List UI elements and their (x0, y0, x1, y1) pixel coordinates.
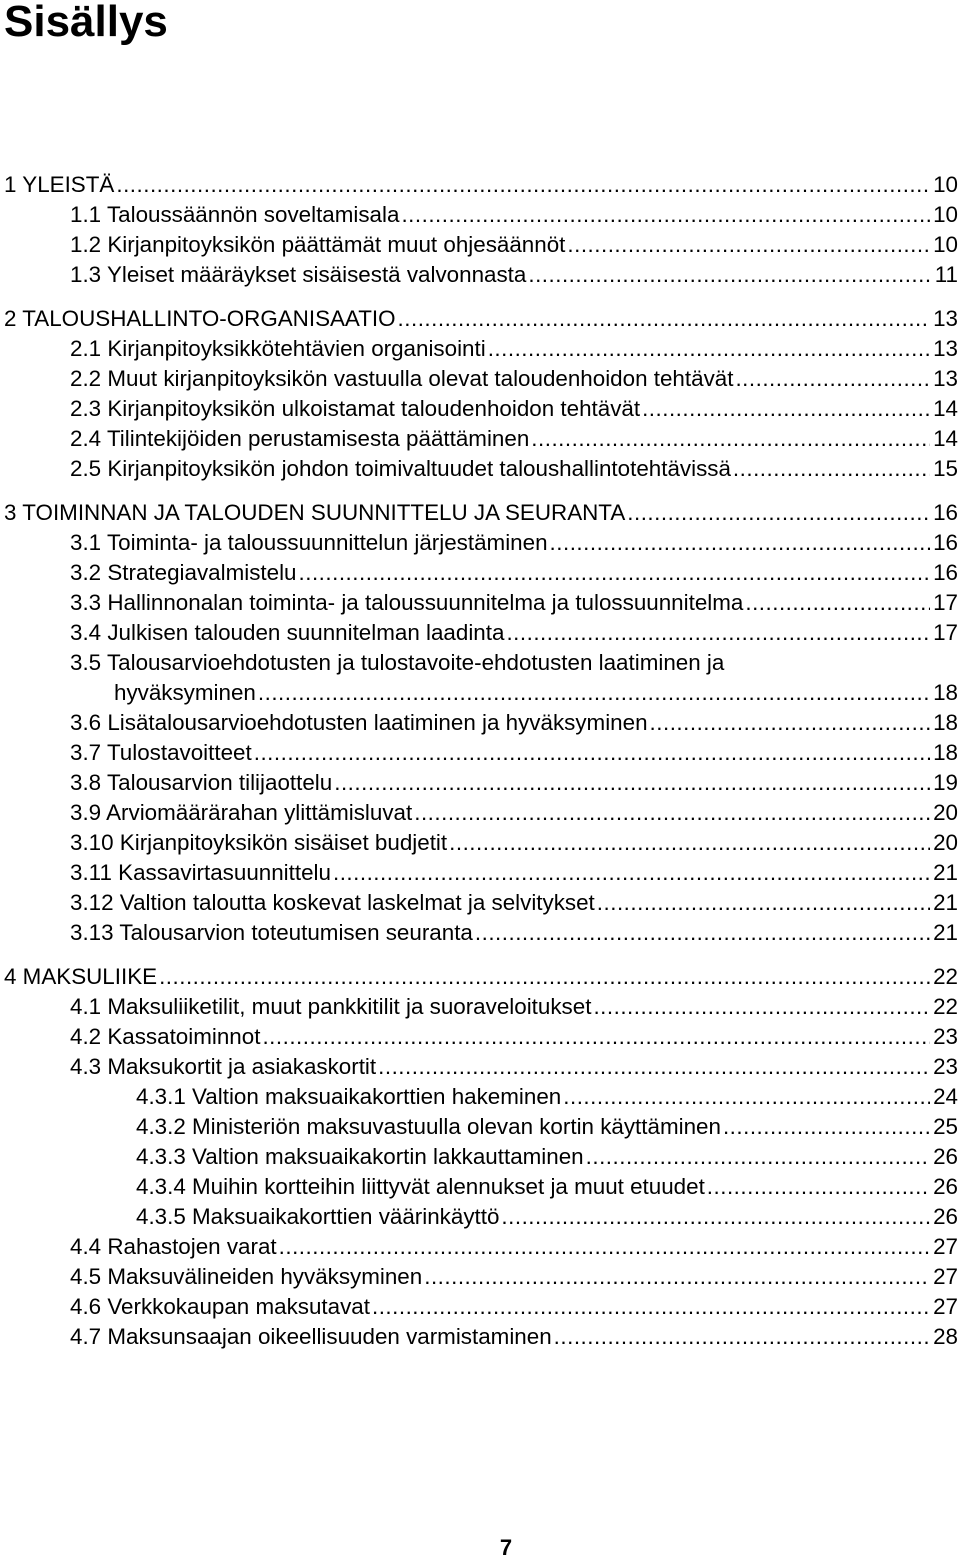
toc-entry-label[interactable]: 4.3.2 Ministeriön maksuvastuulla olevan kortin käyttäminen (136, 1114, 721, 1139)
toc-entry-label[interactable]: 4.5 Maksuvälineiden hyväksyminen (70, 1264, 423, 1289)
toc-entry[interactable] (4, 918, 958, 948)
toc-dot-leader (116, 170, 930, 200)
toc-entry-page: 16 (933, 500, 958, 525)
page-title: Sisällys (4, 0, 168, 46)
toc-dot-leader (597, 888, 930, 918)
toc-entry-label[interactable]: 2 TALOUSHALLINTO-ORGANISAATIO (4, 306, 396, 331)
toc-dot-leader (650, 708, 930, 738)
toc-entry-label[interactable]: 4.3 Maksukortit ja asiakaskortit (70, 1054, 377, 1079)
toc-entry[interactable] (4, 230, 958, 260)
toc-dot-leader (424, 1262, 930, 1292)
toc-dot-leader (586, 1142, 930, 1172)
toc-entry-label[interactable]: 4.3.3 Valtion maksuaikakortin lakkauttaminen (136, 1144, 584, 1169)
toc-dot-leader (378, 1052, 930, 1082)
toc-entry-page: 18 (933, 710, 958, 735)
toc-entry-page: 14 (933, 426, 958, 451)
toc-entry-label[interactable]: 4 MAKSULIIKE (4, 964, 158, 989)
toc-entry-page: 16 (933, 560, 958, 585)
toc-dot-leader (475, 918, 930, 948)
toc-entry-label[interactable]: 4.4 Rahastojen varat (70, 1234, 277, 1259)
toc-entry-label[interactable]: 2.2 Muut kirjanpitoyksikön vastuulla olevat taloudenhoidon tehtävät (70, 366, 734, 391)
toc-dot-leader (279, 1232, 930, 1262)
toc-entry-page: 27 (933, 1234, 958, 1259)
toc-entry[interactable] (4, 1052, 958, 1082)
toc-dot-leader (414, 798, 930, 828)
toc-entry-label[interactable]: 2.1 Kirjanpitoyksikkötehtävien organisointi (70, 336, 486, 361)
toc-entry[interactable] (4, 708, 958, 738)
toc-entry-label[interactable]: 3.8 Talousarvion tilijaottelu (70, 770, 333, 795)
toc-entry-label[interactable]: 2.4 Tilintekijöiden perustamisesta päättäminen (70, 426, 530, 451)
toc-dot-leader (254, 738, 930, 768)
toc-entry[interactable] (4, 454, 958, 484)
toc-entry[interactable] (4, 768, 958, 798)
toc-entry-page: 20 (933, 830, 958, 855)
toc-entry-label[interactable]: 4.3.4 Muihin kortteihin liittyvät alennukset ja muut etuudet (136, 1174, 705, 1199)
toc-entry-page: 22 (933, 994, 958, 1019)
toc-entry[interactable] (4, 1082, 958, 1112)
toc-entry-label[interactable]: 3.5 Talousarvioehdotusten ja tulostavoite-ehdotusten laatiminen ja (70, 650, 725, 675)
toc-entry-label[interactable]: 4.1 Maksuliiketilit, muut pankkitilit ja suoraveloitukset (70, 994, 592, 1019)
toc-dot-leader (449, 828, 930, 858)
toc-dot-leader (333, 858, 930, 888)
toc-entry-page: 26 (933, 1144, 958, 1169)
toc-entry-label[interactable]: 4.3.1 Valtion maksuaikakorttien hakeminen (136, 1084, 562, 1109)
toc-entry-label[interactable]: 1.1 Taloussäännön soveltamisala (70, 202, 400, 227)
toc-dot-leader (723, 1112, 930, 1142)
toc-entry-label[interactable]: 3.4 Julkisen talouden suunnitelman laadinta (70, 620, 505, 645)
toc-entry[interactable] (4, 858, 958, 888)
toc-entry-label[interactable]: 3 TOIMINNAN JA TALOUDEN SUUNNITTELU JA SEURANTA (4, 500, 626, 525)
toc-dot-leader (501, 1202, 930, 1232)
toc-entry-page: 27 (933, 1294, 958, 1319)
toc-dot-leader (488, 334, 930, 364)
toc-entry-page: 10 (933, 202, 958, 227)
toc-entry-label[interactable]: 4.2 Kassatoiminnot (70, 1024, 261, 1049)
toc-entry[interactable] (4, 738, 958, 768)
toc-entry-label[interactable]: 3.10 Kirjanpitoyksikön sisäiset budjetit (70, 830, 448, 855)
toc-dot-leader (372, 1292, 930, 1322)
toc-entry-label[interactable]: 1.3 Yleiset määräykset sisäisestä valvonnasta (70, 262, 527, 287)
toc-entry-label[interactable]: 4.7 Maksunsaajan oikeellisuuden varmistaminen (70, 1324, 552, 1349)
toc-dot-leader (733, 454, 930, 484)
toc-entry[interactable] (4, 828, 958, 858)
toc-entry[interactable] (4, 304, 958, 334)
toc-dot-leader (563, 1082, 930, 1112)
toc-dot-leader (735, 364, 930, 394)
toc-entry-page: 10 (933, 232, 958, 257)
toc-entry[interactable] (4, 1142, 958, 1172)
toc-dot-leader (627, 498, 930, 528)
toc-entry[interactable] (4, 364, 958, 394)
toc-entry[interactable] (4, 1322, 958, 1352)
toc-dot-leader (531, 424, 930, 454)
toc-entry-page: 23 (933, 1024, 958, 1049)
toc-entry-page: 11 (934, 262, 958, 287)
toc-entry[interactable] (4, 962, 958, 992)
toc-entry-label[interactable]: 2.3 Kirjanpitoyksikön ulkoistamat taloudenhoidon tehtävät (70, 396, 641, 421)
page-number: 7 (499, 1535, 513, 1560)
toc-entry[interactable] (4, 1112, 958, 1142)
toc-entry-label[interactable]: 3.7 Tulostavoitteet (70, 740, 252, 765)
toc-entry-page: 18 (933, 740, 958, 765)
toc-entry-page: 15 (933, 456, 958, 481)
toc-entry[interactable] (4, 618, 958, 648)
toc-entry-page: 16 (933, 530, 958, 555)
toc-entry-label[interactable]: 3.6 Lisätalousarvioehdotusten laatiminen ja hyväksyminen (70, 710, 648, 735)
toc-dot-leader (262, 1022, 930, 1052)
toc-dot-leader (567, 230, 930, 260)
toc-entry[interactable] (4, 498, 958, 528)
toc-entry-label[interactable]: 3.3 Hallinnonalan toiminta- ja taloussuunnitelma ja tulossuunnitelma (70, 590, 744, 615)
toc-entry-label[interactable]: hyväksyminen (114, 680, 256, 705)
toc-entry-page: 19 (933, 770, 958, 795)
toc-entry-page: 18 (933, 680, 958, 705)
toc-entry-label[interactable]: 2.5 Kirjanpitoyksikön johdon toimivaltuudet taloushallintotehtävissä (70, 456, 731, 481)
toc-entry-page: 25 (933, 1114, 958, 1139)
toc-entry[interactable] (4, 1202, 958, 1232)
toc-dot-leader (550, 528, 930, 558)
toc-entry-label[interactable]: 3.11 Kassavirtasuunnittelu (70, 860, 331, 885)
toc-dot-leader (258, 678, 930, 708)
toc-entry[interactable] (4, 334, 958, 364)
toc-entry[interactable] (4, 1022, 958, 1052)
toc-entry[interactable] (4, 558, 958, 588)
toc-entry-label[interactable]: 3.9 Arviomäärärahan ylittämisluvat (70, 800, 413, 825)
toc-entry-label[interactable]: 3.2 Strategiavalmistelu (70, 560, 297, 585)
toc-entry-page: 13 (933, 306, 958, 331)
toc-entry-page: 21 (933, 860, 958, 885)
toc-dot-leader (528, 260, 930, 290)
toc-entry[interactable] (4, 798, 958, 828)
toc-entry-page: 14 (933, 396, 958, 421)
toc-dot-leader (593, 992, 930, 1022)
toc-entry-page: 24 (933, 1084, 958, 1109)
toc-entry-page: 21 (933, 920, 958, 945)
toc-entry-page: 13 (933, 336, 958, 361)
toc-dot-leader (554, 1322, 930, 1352)
toc-entry[interactable] (4, 260, 958, 290)
toc-dot-leader (745, 588, 930, 618)
toc-dot-leader (159, 962, 930, 992)
toc-entry-page: 10 (933, 172, 958, 197)
toc-entry-label[interactable]: 3.13 Talousarvion toteutumisen seuranta (70, 920, 473, 945)
toc-entry-page: 22 (933, 964, 958, 989)
toc-dot-leader (401, 200, 930, 230)
toc-entry-page: 26 (933, 1204, 958, 1229)
toc-entry[interactable] (4, 1292, 958, 1322)
table-of-contents (4, 170, 958, 1352)
toc-entry[interactable] (4, 678, 958, 708)
toc-entry[interactable] (4, 648, 958, 678)
toc-entry[interactable] (4, 170, 958, 200)
toc-entry-label[interactable]: 1 YLEISTÄ (4, 172, 115, 197)
toc-entry-page: 17 (933, 590, 958, 615)
toc-dot-leader (707, 1172, 930, 1202)
toc-entry-label[interactable]: 4.6 Verkkokaupan maksutavat (70, 1294, 370, 1319)
toc-entry[interactable] (4, 200, 958, 230)
toc-entry[interactable] (4, 1172, 958, 1202)
toc-dot-leader (299, 558, 930, 588)
toc-entry[interactable] (4, 424, 958, 454)
toc-entry-label[interactable]: 1.2 Kirjanpitoyksikön päättämät muut ohjesäännöt (70, 232, 566, 257)
toc-entry-page: 26 (933, 1174, 958, 1199)
toc-entry-label[interactable]: 3.12 Valtion taloutta koskevat laskelmat ja selvitykset (70, 890, 595, 915)
toc-entry-label[interactable]: 4.3.5 Maksuaikakorttien väärinkäyttö (136, 1204, 500, 1229)
toc-entry-page: 21 (933, 890, 958, 915)
toc-entry[interactable] (4, 888, 958, 918)
toc-entry-page: 17 (933, 620, 958, 645)
toc-entry[interactable] (4, 1262, 958, 1292)
toc-entry-page: 28 (933, 1324, 958, 1349)
toc-entry[interactable] (4, 528, 958, 558)
toc-entry[interactable] (4, 1232, 958, 1262)
toc-entry-page: 13 (933, 366, 958, 391)
toc-entry[interactable] (4, 588, 958, 618)
toc-dot-leader (506, 618, 930, 648)
toc-dot-leader (398, 304, 930, 334)
toc-dot-leader (334, 768, 930, 798)
toc-entry[interactable] (4, 394, 958, 424)
toc-dot-leader (642, 394, 930, 424)
toc-entry-page: 27 (933, 1264, 958, 1289)
toc-entry-page: 23 (933, 1054, 958, 1079)
toc-entry-label[interactable]: 3.1 Toiminta- ja taloussuunnittelun järjestäminen (70, 530, 548, 555)
toc-entry[interactable] (4, 992, 958, 1022)
toc-entry-page: 20 (933, 800, 958, 825)
